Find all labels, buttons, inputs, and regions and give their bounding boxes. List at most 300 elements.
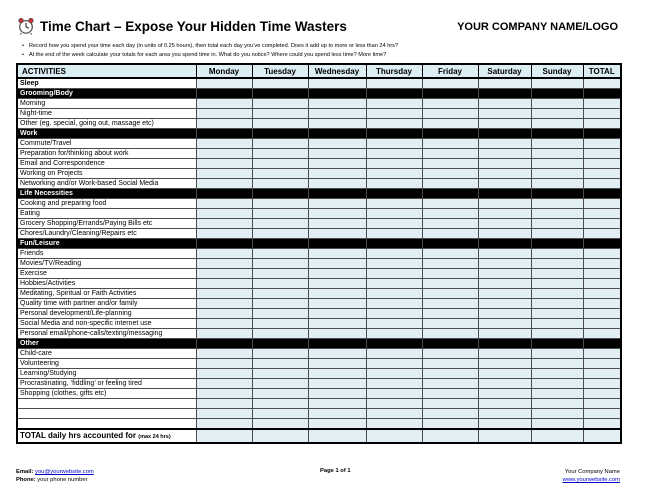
hours-cell[interactable] bbox=[308, 219, 366, 229]
hours-cell[interactable] bbox=[583, 299, 621, 309]
hours-cell[interactable] bbox=[531, 78, 583, 89]
hours-cell[interactable] bbox=[422, 159, 478, 169]
hours-cell[interactable] bbox=[196, 279, 252, 289]
hours-cell[interactable] bbox=[308, 399, 366, 409]
hours-cell[interactable] bbox=[366, 78, 422, 89]
hours-cell[interactable] bbox=[252, 179, 308, 189]
hours-cell[interactable] bbox=[308, 139, 366, 149]
hours-cell[interactable] bbox=[308, 349, 366, 359]
column-header-friday: Friday bbox=[422, 64, 478, 78]
total-hours-cell[interactable] bbox=[478, 429, 531, 443]
hours-cell[interactable] bbox=[366, 379, 422, 389]
company-logo-text: YOUR COMPANY NAME/LOGO bbox=[457, 21, 618, 33]
section-cell bbox=[252, 189, 308, 199]
hours-cell[interactable] bbox=[308, 379, 366, 389]
hours-cell[interactable] bbox=[478, 269, 531, 279]
section-label: Fun/Leisure bbox=[17, 239, 196, 249]
hours-cell[interactable] bbox=[531, 139, 583, 149]
hours-cell[interactable] bbox=[531, 159, 583, 169]
hours-cell[interactable] bbox=[583, 319, 621, 329]
hours-cell[interactable] bbox=[531, 409, 583, 419]
hours-cell[interactable] bbox=[422, 229, 478, 239]
hours-cell[interactable] bbox=[583, 219, 621, 229]
hours-cell[interactable] bbox=[422, 369, 478, 379]
hours-cell[interactable] bbox=[422, 269, 478, 279]
hours-cell[interactable] bbox=[366, 99, 422, 109]
hours-cell[interactable] bbox=[422, 359, 478, 369]
footer-contact bbox=[16, 468, 94, 484]
hours-cell[interactable] bbox=[478, 259, 531, 269]
column-header-total: TOTAL bbox=[583, 64, 621, 78]
hours-cell[interactable] bbox=[252, 229, 308, 239]
hours-cell[interactable] bbox=[196, 159, 252, 169]
hours-cell[interactable] bbox=[308, 179, 366, 189]
hours-cell[interactable] bbox=[583, 109, 621, 119]
section-cell bbox=[583, 189, 621, 199]
hours-cell[interactable] bbox=[531, 379, 583, 389]
table-row bbox=[17, 159, 621, 169]
hours-cell[interactable] bbox=[196, 369, 252, 379]
hours-cell[interactable] bbox=[583, 329, 621, 339]
hours-cell[interactable] bbox=[196, 249, 252, 259]
hours-cell[interactable] bbox=[252, 389, 308, 399]
hours-cell[interactable] bbox=[583, 229, 621, 239]
hours-cell[interactable] bbox=[366, 319, 422, 329]
total-hours-cell[interactable] bbox=[366, 429, 422, 443]
hours-cell[interactable] bbox=[252, 99, 308, 109]
hours-cell[interactable] bbox=[366, 169, 422, 179]
hours-cell[interactable] bbox=[583, 289, 621, 299]
hours-cell[interactable] bbox=[196, 319, 252, 329]
hours-cell[interactable] bbox=[366, 249, 422, 259]
hours-cell[interactable] bbox=[583, 369, 621, 379]
table-row bbox=[17, 299, 621, 309]
hours-cell[interactable] bbox=[422, 299, 478, 309]
hours-cell[interactable] bbox=[366, 329, 422, 339]
hours-cell[interactable] bbox=[196, 349, 252, 359]
hours-cell[interactable] bbox=[478, 139, 531, 149]
hours-cell[interactable] bbox=[196, 99, 252, 109]
hours-cell[interactable] bbox=[308, 359, 366, 369]
hours-cell[interactable] bbox=[252, 199, 308, 209]
section-cell bbox=[252, 239, 308, 249]
hours-cell[interactable] bbox=[422, 78, 478, 89]
hours-cell[interactable] bbox=[583, 209, 621, 219]
hours-cell[interactable] bbox=[478, 169, 531, 179]
hours-cell[interactable] bbox=[422, 119, 478, 129]
total-hours-cell[interactable] bbox=[196, 429, 252, 443]
hours-cell[interactable] bbox=[308, 369, 366, 379]
section-cell bbox=[196, 89, 252, 99]
hours-cell[interactable] bbox=[531, 359, 583, 369]
hours-cell[interactable] bbox=[252, 78, 308, 89]
hours-cell[interactable] bbox=[583, 199, 621, 209]
hours-cell[interactable] bbox=[308, 329, 366, 339]
hours-cell[interactable] bbox=[252, 369, 308, 379]
instruction-item: • At the end of the week calculate your totals for each area you spend time in. What do you notice? Where could you spend less time? More time? bbox=[22, 51, 622, 60]
total-hours-cell[interactable] bbox=[583, 429, 621, 443]
hours-cell[interactable] bbox=[196, 299, 252, 309]
hours-cell[interactable] bbox=[478, 119, 531, 129]
hours-cell[interactable] bbox=[252, 349, 308, 359]
section-cell bbox=[422, 129, 478, 139]
hours-cell[interactable] bbox=[252, 119, 308, 129]
hours-cell[interactable] bbox=[422, 169, 478, 179]
hours-cell[interactable] bbox=[308, 119, 366, 129]
hours-cell[interactable] bbox=[422, 99, 478, 109]
hours-cell[interactable] bbox=[196, 409, 252, 419]
hours-cell[interactable] bbox=[583, 279, 621, 289]
table-row bbox=[17, 349, 621, 359]
hours-cell[interactable] bbox=[196, 229, 252, 239]
hours-cell[interactable] bbox=[366, 209, 422, 219]
hours-cell[interactable] bbox=[308, 199, 366, 209]
hours-cell[interactable] bbox=[366, 279, 422, 289]
hours-cell[interactable] bbox=[583, 139, 621, 149]
hours-cell[interactable] bbox=[531, 389, 583, 399]
activity-label: Exercise bbox=[17, 269, 196, 279]
hours-cell[interactable] bbox=[252, 359, 308, 369]
hours-cell[interactable] bbox=[422, 109, 478, 119]
hours-cell[interactable] bbox=[196, 269, 252, 279]
hours-cell[interactable] bbox=[308, 409, 366, 419]
total-hours-cell[interactable] bbox=[308, 429, 366, 443]
hours-cell[interactable] bbox=[583, 119, 621, 129]
hours-cell[interactable] bbox=[478, 349, 531, 359]
hours-cell[interactable] bbox=[422, 149, 478, 159]
hours-cell[interactable] bbox=[252, 329, 308, 339]
section-cell bbox=[478, 339, 531, 349]
hours-cell[interactable] bbox=[531, 149, 583, 159]
section-cell bbox=[531, 239, 583, 249]
hours-cell[interactable] bbox=[196, 359, 252, 369]
hours-cell[interactable] bbox=[422, 399, 478, 409]
hours-cell[interactable] bbox=[422, 309, 478, 319]
hours-cell[interactable] bbox=[422, 319, 478, 329]
hours-cell[interactable] bbox=[308, 78, 366, 89]
activity-label: Personal development/Life-planning bbox=[17, 309, 196, 319]
table-row bbox=[17, 419, 621, 430]
hours-cell[interactable] bbox=[366, 269, 422, 279]
hours-cell[interactable] bbox=[308, 169, 366, 179]
total-hours-cell[interactable] bbox=[422, 429, 478, 443]
hours-cell[interactable] bbox=[366, 309, 422, 319]
hours-cell[interactable] bbox=[252, 159, 308, 169]
hours-cell[interactable] bbox=[478, 159, 531, 169]
section-cell bbox=[366, 339, 422, 349]
section-cell bbox=[308, 339, 366, 349]
hours-cell[interactable] bbox=[531, 299, 583, 309]
hours-cell[interactable] bbox=[308, 269, 366, 279]
hours-cell[interactable] bbox=[531, 199, 583, 209]
hours-cell[interactable] bbox=[531, 369, 583, 379]
hours-cell[interactable] bbox=[252, 289, 308, 299]
phone-number: your phone number bbox=[37, 477, 88, 483]
hours-cell[interactable] bbox=[366, 139, 422, 149]
hours-cell[interactable] bbox=[531, 279, 583, 289]
hours-cell[interactable] bbox=[422, 289, 478, 299]
hours-cell[interactable] bbox=[478, 179, 531, 189]
hours-cell[interactable] bbox=[583, 399, 621, 409]
hours-cell[interactable] bbox=[531, 99, 583, 109]
hours-cell[interactable] bbox=[422, 219, 478, 229]
hours-cell[interactable] bbox=[583, 409, 621, 419]
table-header-row bbox=[17, 64, 621, 78]
hours-cell[interactable] bbox=[366, 299, 422, 309]
hours-cell[interactable] bbox=[366, 289, 422, 299]
hours-cell[interactable] bbox=[366, 259, 422, 269]
hours-cell[interactable] bbox=[478, 319, 531, 329]
hours-cell[interactable] bbox=[531, 229, 583, 239]
hours-cell[interactable] bbox=[478, 369, 531, 379]
hours-cell[interactable] bbox=[308, 229, 366, 239]
hours-cell[interactable] bbox=[478, 309, 531, 319]
hours-cell[interactable] bbox=[583, 149, 621, 159]
hours-cell[interactable] bbox=[196, 109, 252, 119]
hours-cell[interactable] bbox=[531, 249, 583, 259]
hours-cell[interactable] bbox=[478, 379, 531, 389]
hours-cell[interactable] bbox=[366, 199, 422, 209]
hours-cell[interactable] bbox=[308, 149, 366, 159]
column-header-thursday: Thursday bbox=[366, 64, 422, 78]
hours-cell[interactable] bbox=[478, 409, 531, 419]
hours-cell[interactable] bbox=[422, 249, 478, 259]
hours-cell[interactable] bbox=[583, 309, 621, 319]
hours-cell[interactable] bbox=[583, 259, 621, 269]
hours-cell[interactable] bbox=[252, 319, 308, 329]
hours-cell[interactable] bbox=[252, 399, 308, 409]
hours-cell[interactable] bbox=[366, 179, 422, 189]
hours-cell[interactable] bbox=[583, 99, 621, 109]
activity-label: Cooking and preparing food bbox=[17, 199, 196, 209]
hours-cell[interactable] bbox=[478, 279, 531, 289]
hours-cell[interactable] bbox=[252, 249, 308, 259]
hours-cell[interactable] bbox=[422, 199, 478, 209]
hours-cell[interactable] bbox=[583, 78, 621, 89]
hours-cell[interactable] bbox=[196, 219, 252, 229]
hours-cell[interactable] bbox=[308, 99, 366, 109]
hours-cell[interactable] bbox=[366, 399, 422, 409]
activity-label: Other (eg. special, going out, massage etc) bbox=[17, 119, 196, 129]
hours-cell[interactable] bbox=[531, 419, 583, 430]
hours-cell[interactable] bbox=[252, 379, 308, 389]
hours-cell[interactable] bbox=[366, 119, 422, 129]
hours-cell[interactable] bbox=[252, 139, 308, 149]
hours-cell[interactable] bbox=[478, 99, 531, 109]
hours-cell[interactable] bbox=[308, 249, 366, 259]
table-row bbox=[17, 379, 621, 389]
hours-cell[interactable] bbox=[422, 409, 478, 419]
activity-label: Commute/Travel bbox=[17, 139, 196, 149]
website-link[interactable]: www.yourwebsite.com bbox=[562, 477, 620, 483]
hours-cell[interactable] bbox=[252, 409, 308, 419]
hours-cell[interactable] bbox=[366, 359, 422, 369]
hours-cell[interactable] bbox=[366, 389, 422, 399]
activity-label: Night-time bbox=[17, 109, 196, 119]
hours-cell[interactable] bbox=[308, 259, 366, 269]
hours-cell[interactable] bbox=[478, 149, 531, 159]
hours-cell[interactable] bbox=[478, 199, 531, 209]
section-row bbox=[17, 89, 621, 99]
hours-cell[interactable] bbox=[478, 219, 531, 229]
hours-cell[interactable] bbox=[366, 219, 422, 229]
hours-cell[interactable] bbox=[478, 289, 531, 299]
hours-cell[interactable] bbox=[478, 399, 531, 409]
hours-cell[interactable] bbox=[583, 269, 621, 279]
hours-cell[interactable] bbox=[583, 389, 621, 399]
page-title: Time Chart – Expose Your Hidden Time Wasters bbox=[40, 19, 347, 34]
hours-cell[interactable] bbox=[478, 329, 531, 339]
hours-cell[interactable] bbox=[422, 419, 478, 430]
hours-cell[interactable] bbox=[531, 349, 583, 359]
hours-cell[interactable] bbox=[366, 109, 422, 119]
hours-cell[interactable] bbox=[196, 379, 252, 389]
section-cell bbox=[308, 239, 366, 249]
hours-cell[interactable] bbox=[196, 149, 252, 159]
hours-cell[interactable] bbox=[531, 209, 583, 219]
hours-cell[interactable] bbox=[196, 389, 252, 399]
hours-cell[interactable] bbox=[252, 259, 308, 269]
table-row bbox=[17, 279, 621, 289]
hours-cell[interactable] bbox=[196, 309, 252, 319]
hours-cell[interactable] bbox=[196, 119, 252, 129]
hours-cell[interactable] bbox=[478, 299, 531, 309]
hours-cell[interactable] bbox=[531, 119, 583, 129]
hours-cell[interactable] bbox=[478, 419, 531, 430]
activity-label: Email and Correspondence bbox=[17, 159, 196, 169]
hours-cell[interactable] bbox=[583, 359, 621, 369]
hours-cell[interactable] bbox=[308, 319, 366, 329]
hours-cell[interactable] bbox=[196, 179, 252, 189]
hours-cell[interactable] bbox=[531, 319, 583, 329]
instructions-list bbox=[22, 42, 622, 60]
table-row bbox=[17, 259, 621, 269]
activity-label: Quality time with partner and/or family bbox=[17, 299, 196, 309]
hours-cell[interactable] bbox=[422, 259, 478, 269]
hours-cell[interactable] bbox=[478, 249, 531, 259]
table-row bbox=[17, 219, 621, 229]
section-cell bbox=[478, 189, 531, 199]
hours-cell[interactable] bbox=[422, 349, 478, 359]
hours-cell[interactable] bbox=[478, 78, 531, 89]
hours-cell[interactable] bbox=[531, 179, 583, 189]
hours-cell[interactable] bbox=[308, 389, 366, 399]
hours-cell[interactable] bbox=[308, 159, 366, 169]
hours-cell[interactable] bbox=[366, 419, 422, 430]
hours-cell[interactable] bbox=[252, 309, 308, 319]
hours-cell[interactable] bbox=[531, 259, 583, 269]
total-hours-cell[interactable] bbox=[252, 429, 308, 443]
hours-cell[interactable] bbox=[308, 299, 366, 309]
hours-cell[interactable] bbox=[252, 299, 308, 309]
hours-cell[interactable] bbox=[366, 149, 422, 159]
hours-cell[interactable] bbox=[478, 389, 531, 399]
total-note: (max 24 hrs) bbox=[138, 433, 171, 440]
table-row bbox=[17, 309, 621, 319]
hours-cell[interactable] bbox=[196, 78, 252, 89]
hours-cell[interactable] bbox=[252, 109, 308, 119]
hours-cell[interactable] bbox=[196, 209, 252, 219]
hours-cell[interactable] bbox=[583, 379, 621, 389]
table-row bbox=[17, 269, 621, 279]
hours-cell[interactable] bbox=[252, 149, 308, 159]
hours-cell[interactable] bbox=[196, 259, 252, 269]
email-link[interactable]: you@yourwebsite.com bbox=[35, 469, 94, 475]
hours-cell[interactable] bbox=[422, 329, 478, 339]
hours-cell[interactable] bbox=[252, 219, 308, 229]
hours-cell[interactable] bbox=[196, 139, 252, 149]
hours-cell[interactable] bbox=[422, 209, 478, 219]
hours-cell[interactable] bbox=[196, 399, 252, 409]
hours-cell[interactable] bbox=[531, 169, 583, 179]
hours-cell[interactable] bbox=[366, 369, 422, 379]
hours-cell[interactable] bbox=[422, 179, 478, 189]
table-row bbox=[17, 329, 621, 339]
hours-cell[interactable] bbox=[196, 289, 252, 299]
hours-cell[interactable] bbox=[422, 139, 478, 149]
hours-cell[interactable] bbox=[196, 329, 252, 339]
section-cell bbox=[422, 239, 478, 249]
hours-cell[interactable] bbox=[308, 419, 366, 430]
hours-cell[interactable] bbox=[196, 169, 252, 179]
hours-cell[interactable] bbox=[252, 279, 308, 289]
hours-cell[interactable] bbox=[583, 159, 621, 169]
activity-label: Meditating, Spiritual or Faith Activities bbox=[17, 289, 196, 299]
hours-cell[interactable] bbox=[478, 209, 531, 219]
hours-cell[interactable] bbox=[366, 409, 422, 419]
email-label: Email: bbox=[16, 469, 34, 475]
hours-cell[interactable] bbox=[583, 249, 621, 259]
total-label-text: TOTAL daily hrs accounted for bbox=[20, 430, 137, 440]
hours-cell[interactable] bbox=[366, 349, 422, 359]
table-row bbox=[17, 409, 621, 419]
hours-cell[interactable] bbox=[252, 269, 308, 279]
hours-cell[interactable] bbox=[252, 209, 308, 219]
hours-cell[interactable] bbox=[308, 289, 366, 299]
hours-cell[interactable] bbox=[531, 269, 583, 279]
section-cell bbox=[252, 129, 308, 139]
hours-cell[interactable] bbox=[478, 229, 531, 239]
total-hours-cell[interactable] bbox=[531, 429, 583, 443]
hours-cell[interactable] bbox=[583, 179, 621, 189]
hours-cell[interactable] bbox=[422, 379, 478, 389]
hours-cell[interactable] bbox=[308, 109, 366, 119]
hours-cell[interactable] bbox=[478, 359, 531, 369]
activity-label: Learning/Studying bbox=[17, 369, 196, 379]
hours-cell[interactable] bbox=[196, 419, 252, 430]
hours-cell[interactable] bbox=[252, 419, 308, 430]
hours-cell[interactable] bbox=[478, 109, 531, 119]
hours-cell[interactable] bbox=[252, 169, 308, 179]
hours-cell[interactable] bbox=[531, 309, 583, 319]
hours-cell[interactable] bbox=[531, 399, 583, 409]
hours-cell[interactable] bbox=[531, 109, 583, 119]
hours-cell[interactable] bbox=[422, 389, 478, 399]
hours-cell[interactable] bbox=[308, 309, 366, 319]
hours-cell[interactable] bbox=[196, 199, 252, 209]
hours-cell[interactable] bbox=[531, 329, 583, 339]
hours-cell[interactable] bbox=[531, 219, 583, 229]
hours-cell[interactable] bbox=[531, 289, 583, 299]
hours-cell[interactable] bbox=[308, 209, 366, 219]
hours-cell[interactable] bbox=[308, 279, 366, 289]
hours-cell[interactable] bbox=[366, 159, 422, 169]
hours-cell[interactable] bbox=[583, 169, 621, 179]
hours-cell[interactable] bbox=[583, 349, 621, 359]
hours-cell[interactable] bbox=[422, 279, 478, 289]
hours-cell[interactable] bbox=[366, 229, 422, 239]
hours-cell[interactable] bbox=[583, 419, 621, 430]
